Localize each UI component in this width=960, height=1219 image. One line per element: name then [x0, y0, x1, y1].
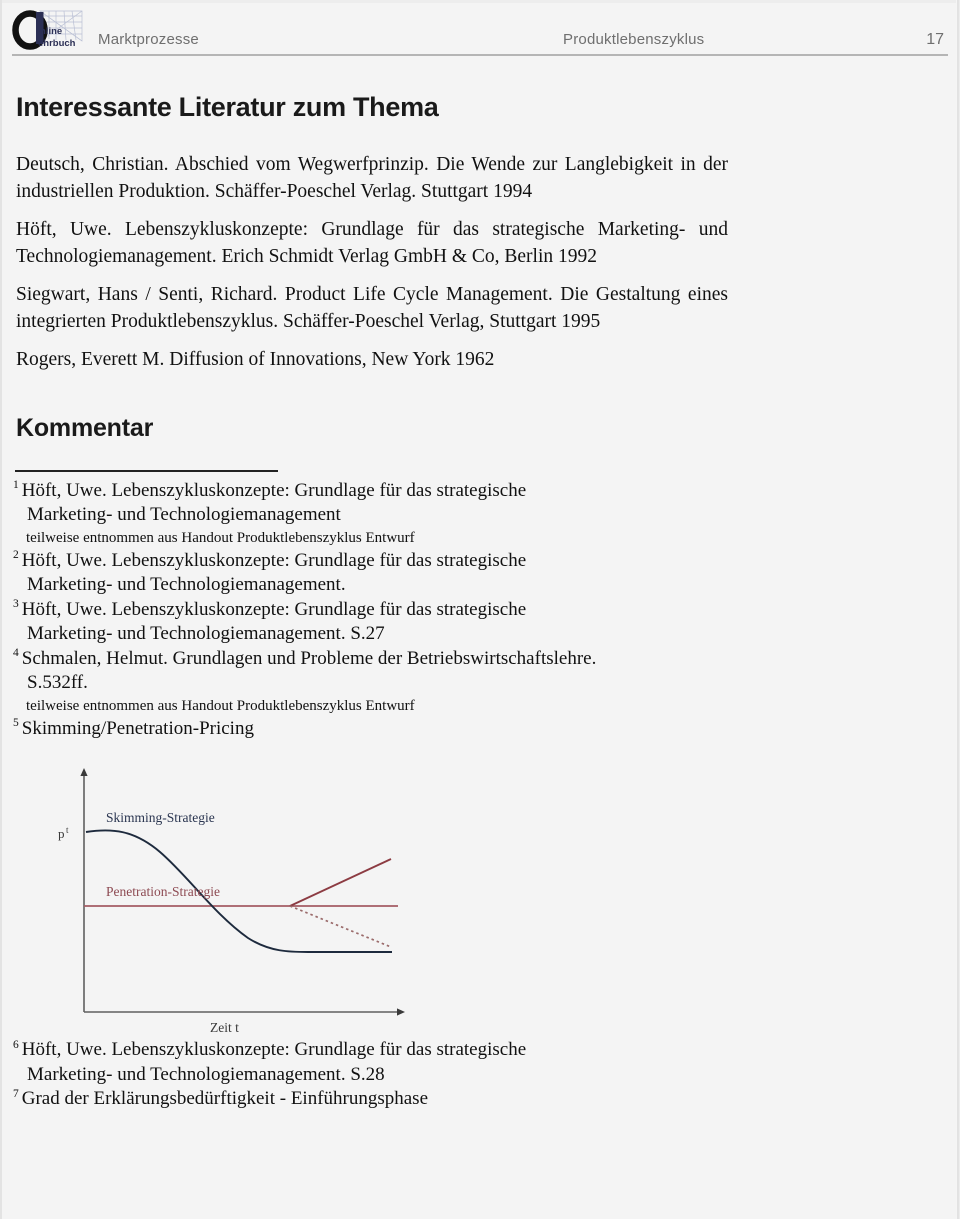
footnote-text-line: Höft, Uwe. Lebenszykluskonzepte: Grundlage für das strategische — [21, 549, 527, 571]
online-lehrbuch-logo-icon — [10, 7, 88, 51]
footnote-item — [13, 1087, 713, 1112]
chart-x-axis-label: Zeit t — [210, 1020, 239, 1032]
footnote-item — [13, 647, 713, 717]
footnote-marker: 5 — [13, 717, 19, 730]
footnote-text-line: Marketing- und Technologiemanagement. S.28 — [27, 1063, 385, 1085]
header-page-number: 17 — [926, 31, 944, 48]
header-topic-label: Produktlebenszyklus — [563, 31, 705, 48]
bibliography-entry: Deutsch, Christian. Abschied vom Wegwerfprinzip. Die Wende zur Langlebigkeit in der industriellen Produktion. Schäffer-Poeschel Verlag. Stuttgart 1994 — [16, 154, 728, 202]
chart-y-axis-arrow — [80, 768, 87, 776]
pricing-strategy-chart — [42, 760, 442, 1032]
footnote-text-line: Skimming/Penetration-Pricing — [21, 717, 254, 739]
chart-y-axis-label: p — [58, 826, 65, 841]
footnote-text-line: Höft, Uwe. Lebenszykluskonzepte: Grundlage für das strategische — [21, 598, 527, 620]
footnote-marker: 1 — [13, 479, 19, 492]
footnote-list-bottom — [0, 1032, 713, 1112]
footnote-list — [0, 472, 713, 742]
footnote-text-line: S.532ff. — [27, 672, 88, 693]
chart-x-axis-arrow — [397, 1008, 405, 1015]
penetration-strategy-label: Penetration-Strategie — [106, 884, 220, 899]
bibliography-entry: Siegwart, Hans / Senti, Richard. Product Life Cycle Management. Die Gestaltung eines integrierten Produktlebenszyklus. Schäffer-Poeschel Verlag, Stuttgart 1995 — [16, 284, 728, 332]
footnote-item — [13, 1038, 713, 1087]
bibliography-list — [0, 152, 728, 374]
comment-heading: Kommentar — [16, 413, 154, 442]
page-content — [0, 56, 956, 1112]
footnote-item — [13, 717, 713, 742]
footnote-text-line: Höft, Uwe. Lebenszykluskonzepte: Grundlage für das strategische — [21, 479, 527, 501]
page-edge-right — [956, 0, 960, 1219]
footnote-marker: 4 — [13, 647, 19, 660]
footnote-marker: 6 — [13, 1038, 19, 1051]
penetration-strategy-up-branch — [290, 859, 391, 906]
footnote-text-line: Höft, Uwe. Lebenszykluskonzepte: Grundlage für das strategische — [21, 1039, 527, 1060]
footnote-marker: 3 — [13, 598, 19, 611]
footnote-item — [13, 479, 713, 549]
penetration-strategy-down-branch — [290, 906, 391, 947]
footnote-text-line: Grad der Erklärungsbedürftigkeit - Einführungsphase — [21, 1088, 429, 1109]
footnote-source-note: teilweise entnommen aus Handout Produktlebenszyklus Entwurf — [26, 529, 415, 546]
bibliography-entry: Höft, Uwe. Lebenszykluskonzepte: Grundlage für das strategische Marketing- und Technologiemanagement. Erich Schmidt Verlag GmbH & Co, Berlin 1992 — [16, 219, 728, 267]
footnote-item — [13, 549, 713, 598]
footnote-text-line: Marketing- und Technologiemanagement — [27, 504, 341, 525]
footnote-source-note: teilweise entnommen aus Handout Produktlebenszyklus Entwurf — [26, 697, 415, 714]
footnote-text-line: Marketing- und Technologiemanagement. S.27 — [27, 623, 385, 644]
page-header — [0, 3, 956, 53]
svg-text:nline: nline — [40, 26, 63, 37]
footnote-marker: 2 — [13, 549, 19, 562]
footnote-text-line: Schmalen, Helmut. Grundlagen und Probleme der Betriebswirtschaftslehre. — [21, 647, 597, 669]
footnote-item — [13, 598, 713, 647]
skimming-strategy-label: Skimming-Strategie — [106, 810, 215, 825]
header-chapter-label: Marktprozesse — [98, 31, 199, 48]
footnote-marker: 7 — [13, 1087, 19, 1100]
bibliography-entry: Rogers, Everett M. Diffusion of Innovations, New York 1962 — [16, 349, 495, 370]
footnote-text-line: Marketing- und Technologiemanagement. — [27, 574, 346, 595]
page-title: Interessante Literatur zum Thema — [16, 92, 439, 122]
chart-y-axis-label-sub: t — [66, 825, 69, 835]
svg-text:ehrbuch: ehrbuch — [38, 38, 76, 49]
